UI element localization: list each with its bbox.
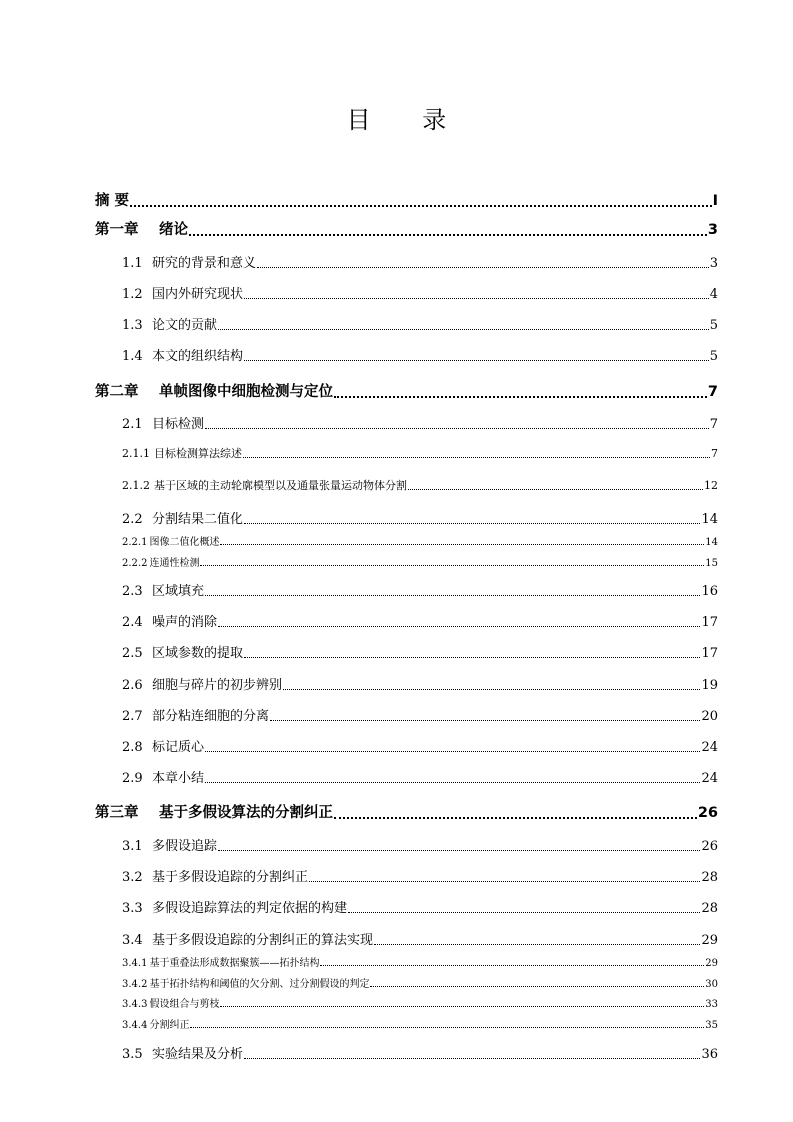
toc-entry[interactable] — [122, 314, 718, 333]
toc-entry-title: 基于拓扑结构和阈值的欠分割、过分割假设的判定 — [149, 979, 370, 990]
dot-leader — [334, 816, 697, 819]
toc-entry-title: 连通性检测 — [149, 558, 200, 569]
toc-entry[interactable] — [122, 445, 718, 461]
toc-entry-page: 17 — [701, 646, 718, 661]
toc-entry-title: 本章小结 — [152, 771, 205, 786]
toc-entry[interactable] — [95, 189, 718, 210]
toc-entry[interactable] — [122, 533, 718, 548]
toc-entry-number: 2.8 — [122, 740, 143, 755]
toc-entry[interactable] — [122, 835, 718, 854]
toc-entry-title: 单帧图像中细胞检测与定位 — [159, 384, 333, 400]
toc-entry-page: 16 — [701, 584, 718, 599]
dot-leader — [205, 427, 709, 429]
toc-entry-title: 实验结果及分析 — [152, 1047, 244, 1062]
toc-entry-title: 基于区域的主动轮廓模型以及通量张量运动物体分割 — [154, 479, 407, 492]
toc-entry-page: 4 — [709, 287, 718, 302]
toc-entry[interactable] — [122, 477, 718, 493]
dot-leader — [348, 911, 700, 913]
toc-entry-page: 7 — [707, 384, 718, 400]
dot-leader — [205, 781, 700, 783]
dot-leader — [218, 328, 709, 330]
toc-entry-title: 基于多假设追踪的分割纠正 — [152, 870, 309, 885]
toc-entry-number: 3.5 — [122, 1047, 143, 1062]
toc-entry[interactable] — [122, 508, 718, 527]
dot-leader — [244, 359, 709, 361]
toc-entry-number: 1.3 — [122, 318, 143, 333]
toc-entry-number: 2.1.1 — [122, 447, 150, 460]
toc-entry-number: 2.3 — [122, 584, 143, 599]
toc-entry-number: 2.4 — [122, 615, 143, 630]
toc-entry-page: 28 — [701, 870, 718, 885]
toc-entry[interactable] — [122, 674, 718, 693]
toc-entry-page: 35 — [705, 1020, 718, 1031]
toc-entry-page: I — [712, 193, 718, 209]
toc-entry-title: 部分粘连细胞的分离 — [152, 709, 270, 724]
toc-entry-number: 2.1 — [122, 417, 143, 432]
toc-entry-title: 分割纠正 — [149, 1020, 190, 1031]
toc-entry-title: 绪论 — [159, 222, 188, 238]
toc-entry-page: 14 — [701, 512, 718, 527]
dot-leader — [257, 266, 709, 268]
toc-entry[interactable] — [122, 767, 718, 786]
toc-entry-page: 5 — [709, 349, 718, 364]
toc-entry[interactable] — [95, 801, 718, 822]
toc-entry-title: 本文的组织结构 — [152, 349, 244, 364]
toc-entry-page: 15 — [705, 558, 718, 569]
dot-leader — [334, 395, 707, 398]
toc-entry-title: 区域参数的提取 — [152, 646, 244, 661]
dot-leader — [220, 543, 704, 545]
toc-entry-number: 第二章 — [95, 384, 139, 400]
toc-entry[interactable] — [122, 283, 718, 302]
toc-entry-page: 20 — [701, 709, 718, 724]
toc-entry-page: 26 — [697, 805, 718, 821]
dot-leader — [218, 849, 700, 851]
toc-entry-number: 2.1.2 — [122, 479, 150, 492]
toc-entry-title: 基于多假设算法的分割纠正 — [159, 805, 333, 821]
toc-entry-number: 2.2 — [122, 512, 143, 527]
toc-entry-number: 2.5 — [122, 646, 143, 661]
toc-entry-title: 国内外研究现状 — [152, 287, 244, 302]
toc-entry-title: 假设组合与剪枝 — [149, 999, 220, 1010]
toc-entry-title: 标记质心 — [152, 740, 205, 755]
toc-entry-number: 2.9 — [122, 771, 143, 786]
toc-entry-title: 论文的贡献 — [152, 318, 218, 333]
toc-entry-page: 24 — [701, 740, 718, 755]
dot-leader — [244, 1057, 700, 1059]
toc-entry-number: 3.1 — [122, 839, 143, 854]
toc-entry[interactable] — [122, 929, 718, 948]
toc-entry-number: 1.4 — [122, 349, 143, 364]
toc-entry-page: 17 — [701, 615, 718, 630]
toc-entry[interactable] — [122, 736, 718, 755]
toc-entry-page: 7 — [709, 417, 718, 432]
toc-entry-number: 2.2.2 — [122, 558, 148, 569]
toc-entry-title: 目标检测 — [152, 417, 205, 432]
toc-entry-page: 29 — [701, 933, 718, 948]
toc-entry-page: 12 — [704, 479, 718, 492]
toc-entry-title: 图像二值化概述 — [149, 537, 220, 548]
toc-entry[interactable] — [122, 554, 718, 569]
toc-entry[interactable] — [122, 954, 718, 969]
toc-entry[interactable] — [122, 995, 718, 1010]
toc-entry-number: 1.2 — [122, 287, 143, 302]
toc-entry-title: 分割结果二值化 — [152, 512, 244, 527]
toc-entry-page: 19 — [701, 678, 718, 693]
dot-leader — [244, 522, 700, 524]
toc-entry-title: 多假设追踪 — [152, 839, 218, 854]
dot-leader — [244, 297, 709, 299]
dot-leader — [408, 488, 703, 490]
toc-entry-number: 3.3 — [122, 901, 143, 916]
dot-leader — [320, 964, 704, 966]
dot-leader — [190, 1026, 704, 1028]
toc-entry-number: 3.4.3 — [122, 999, 148, 1010]
toc-entry[interactable] — [122, 611, 718, 630]
toc-entry[interactable] — [122, 1043, 718, 1062]
toc-entry-page: 33 — [705, 999, 718, 1010]
dot-leader — [283, 688, 700, 690]
toc-entry[interactable] — [122, 642, 718, 661]
dot-leader — [244, 656, 700, 658]
toc-entry-title: 基于重叠法形成数据聚簇——拓扑结构 — [149, 958, 320, 969]
dot-leader — [200, 564, 704, 566]
toc-entry-title: 细胞与碎片的初步辨别 — [152, 678, 283, 693]
toc-entry-number: 2.6 — [122, 678, 143, 693]
toc-entry[interactable] — [95, 218, 718, 239]
toc-entry[interactable] — [122, 975, 718, 990]
dot-leader — [220, 1005, 704, 1007]
dot-leader — [218, 625, 700, 627]
toc-entry-page: 30 — [705, 979, 718, 990]
dot-leader — [270, 719, 700, 721]
toc-entry-page: 7 — [711, 447, 718, 460]
page-title: 目 录 — [346, 106, 469, 134]
toc-entry-number: 第三章 — [95, 805, 139, 821]
dot-leader — [374, 943, 700, 945]
toc-entry[interactable] — [122, 866, 718, 885]
toc-entry-number: 1.1 — [122, 256, 143, 271]
toc-entry-title: 区域填充 — [152, 584, 205, 599]
toc-entry-page: 28 — [701, 901, 718, 916]
toc-entry[interactable] — [122, 1016, 718, 1031]
toc-entry-title: 噪声的消除 — [152, 615, 218, 630]
dot-leader — [243, 456, 710, 458]
toc-entry-number: 3.2 — [122, 870, 143, 885]
toc-entry-page: 36 — [701, 1047, 718, 1062]
toc-entry-number: 2.2.1 — [122, 537, 148, 548]
toc-entry-page: 14 — [705, 537, 718, 548]
toc-entry[interactable] — [122, 345, 718, 364]
toc-entry[interactable] — [122, 580, 718, 599]
dot-leader — [205, 750, 700, 752]
toc-entry-title: 摘 要 — [95, 193, 130, 209]
dot-leader — [205, 594, 700, 596]
toc-entry-page: 5 — [709, 318, 718, 333]
toc-entry-number: 3.4.1 — [122, 958, 148, 969]
toc-entry-number: 3.4 — [122, 933, 143, 948]
dot-leader — [370, 985, 704, 987]
toc-entry-title: 基于多假设追踪的分割纠正的算法实现 — [152, 933, 374, 948]
toc-entry-page: 26 — [701, 839, 718, 854]
toc-entry-title: 研究的背景和意义 — [152, 256, 257, 271]
toc-entry-title: 多假设追踪算法的判定依据的构建 — [152, 901, 348, 916]
toc-entry[interactable] — [122, 252, 718, 271]
toc-entry-page: 29 — [705, 958, 718, 969]
toc-entry-title: 目标检测算法综述 — [154, 447, 242, 460]
toc-entry-page: 24 — [701, 771, 718, 786]
toc-entry-page: 3 — [707, 222, 718, 238]
dot-leader — [309, 880, 700, 882]
toc-entry[interactable] — [122, 705, 718, 724]
dot-leader — [189, 233, 707, 236]
toc-entry-number: 2.7 — [122, 709, 143, 724]
toc-entry[interactable] — [95, 380, 718, 401]
toc-entry[interactable] — [122, 897, 718, 916]
toc-entry[interactable] — [122, 413, 718, 432]
toc-entry-page: 3 — [709, 256, 718, 271]
toc-entry-number: 3.4.2 — [122, 979, 148, 990]
toc-entry-number: 3.4.4 — [122, 1020, 148, 1031]
dot-leader — [130, 204, 712, 207]
toc-entry-number: 第一章 — [95, 222, 139, 238]
